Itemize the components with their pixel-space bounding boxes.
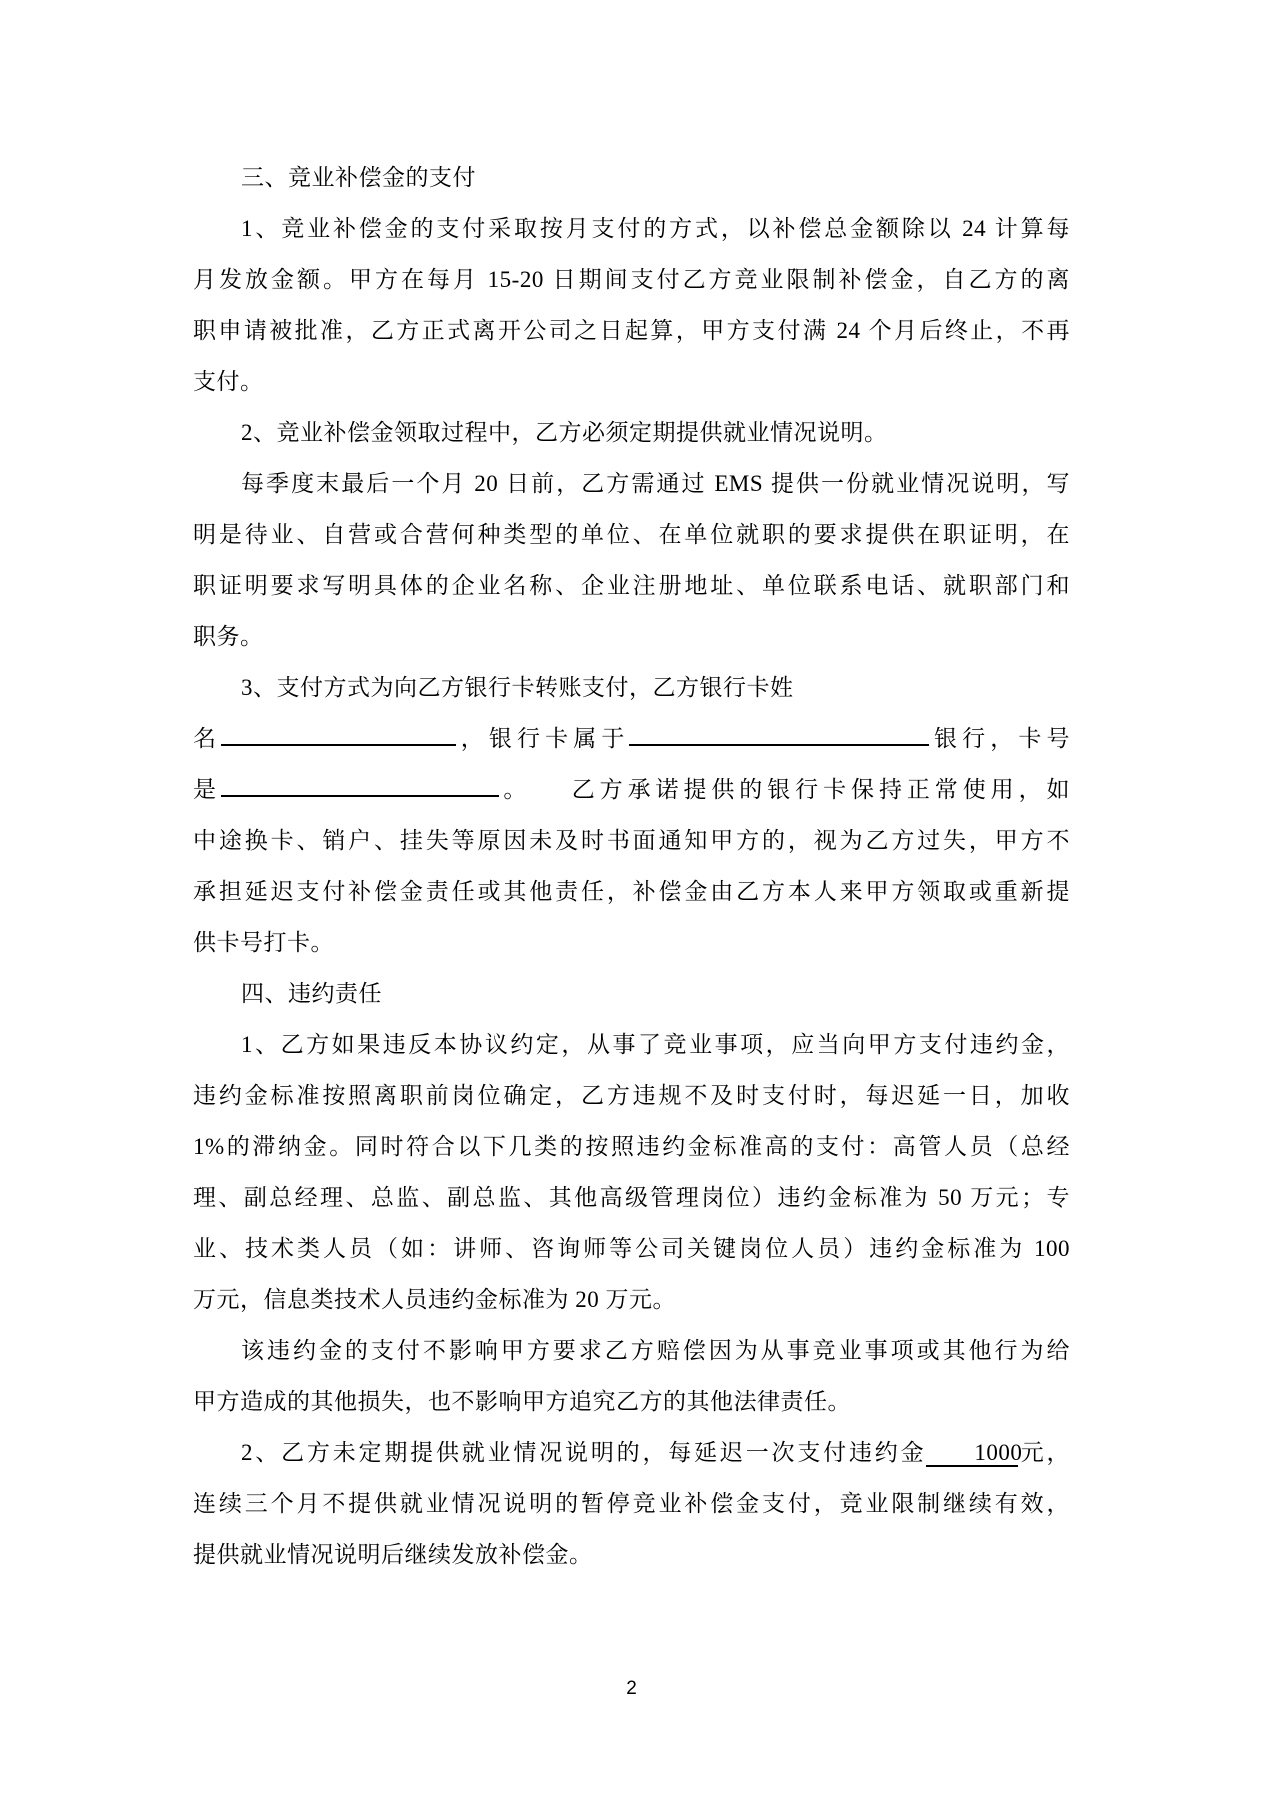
text-line: 支付。 — [193, 369, 264, 394]
text-line: 3、支付方式为向乙方银行卡转账支付，乙方银行卡姓 — [241, 675, 794, 700]
text-segment: 名 — [193, 726, 222, 751]
text-line: 职证明要求写明具体的企业名称、企业注册地址、单位联系电话、就职部门和 — [193, 573, 1070, 598]
text-segment: 元， — [1018, 1440, 1071, 1465]
form-blank — [221, 771, 499, 797]
text-line: 该违约金的支付不影响甲方要求乙方赔偿因为从事竞业事项或其他行为给 — [241, 1338, 1070, 1363]
text-line: 业、技术类人员（如：讲师、咨询师等公司关键岗位人员）违约金标准为 100 — [193, 1236, 1070, 1261]
text-line: 每季度末最后一个月 20 日前，乙方需通过 EMS 提供一份就业情况说明，写 — [241, 471, 1070, 496]
text-segment: 银行，卡号 — [929, 726, 1071, 751]
text-line: 提供就业情况说明后继续发放补偿金。 — [193, 1542, 593, 1567]
section-heading: 四、违约责任 — [241, 981, 382, 1006]
form-blank — [629, 720, 929, 746]
text-line: 职申请被批准，乙方正式离开公司之日起算，甲方支付满 24 个月后终止，不再 — [193, 318, 1070, 343]
text-line: 中途换卡、销户、挂失等原因未及时书面通知甲方的，视为乙方过失，甲方不 — [193, 828, 1070, 853]
section-heading: 三、竞业补偿金的支付 — [241, 165, 476, 190]
text-line: 月发放金额。甲方在每月 15-20 日期间支付乙方竞业限制补偿金，自乙方的离 — [193, 267, 1070, 292]
text-line — [193, 713, 1070, 764]
text-line: 理、副总经理、总监、副总监、其他高级管理岗位）违约金标准为 50 万元；专 — [193, 1185, 1070, 1210]
text-line: 甲方造成的其他损失，也不影响甲方追究乙方的其他法律责任。 — [193, 1389, 851, 1414]
text-line: 1%的滞纳金。同时符合以下几类的按照违约金标准高的支付：高管人员（总经 — [193, 1134, 1070, 1159]
form-blank — [221, 720, 456, 746]
form-blank: 1000 — [926, 1441, 1018, 1467]
text-line: 1、乙方如果违反本协议约定，从事了竞业事项，应当向甲方支付违约金， — [241, 1032, 1070, 1057]
text-line — [193, 1427, 1070, 1478]
text-line: 1、竞业补偿金的支付采取按月支付的方式，以补偿总金额除以 24 计算每 — [241, 216, 1070, 241]
text-segment: ，银行卡属于 — [456, 726, 630, 751]
page-number: 2 — [626, 1678, 637, 1699]
text-segment: 2、乙方未定期提供就业情况说明的，每延迟一次支付违约金 — [241, 1440, 927, 1465]
text-segment: 是 — [193, 777, 221, 802]
text-segment: 。 — [498, 777, 532, 802]
text-segment: 乙方承诺提供的银行卡保持正常使用，如 — [567, 777, 1071, 802]
text-line: 承担延迟支付补偿金责任或其他责任，补偿金由乙方本人来甲方领取或重新提 — [193, 879, 1070, 904]
text-line: 违约金标准按照离职前岗位确定，乙方违规不及时支付时，每迟延一日，加收 — [193, 1083, 1070, 1108]
text-line: 明是待业、自营或合营何种类型的单位、在单位就职的要求提供在职证明，在 — [193, 522, 1070, 547]
text-line: 供卡号打卡。 — [193, 930, 334, 955]
text-line: 2、竞业补偿金领取过程中，乙方必须定期提供就业情况说明。 — [241, 420, 888, 445]
text-line: 连续三个月不提供就业情况说明的暂停竞业补偿金支付，竞业限制继续有效， — [193, 1491, 1070, 1516]
text-line: 职务。 — [193, 624, 264, 649]
text-line — [193, 764, 1070, 815]
text-line: 万元，信息类技术人员违约金标准为 20 万元。 — [193, 1287, 676, 1312]
document-body — [193, 152, 1070, 1580]
